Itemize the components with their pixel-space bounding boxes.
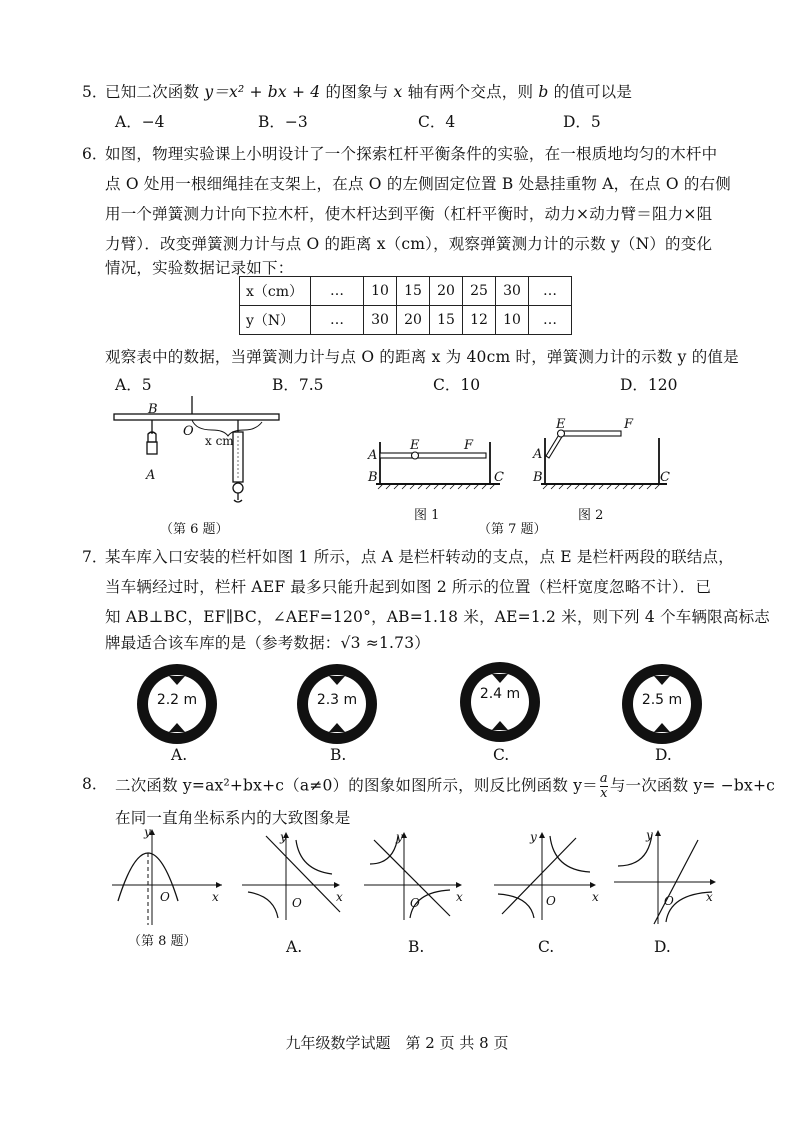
q8-origin: O: [160, 890, 170, 904]
q8-option-c: C.: [538, 938, 555, 956]
q7-fig2-label-e: E: [556, 417, 566, 432]
q7-fig1-caption: 图 1: [414, 508, 440, 523]
option-b-axis-x: x: [456, 890, 463, 904]
q6-label-o: O: [183, 424, 194, 439]
q8-axis-x: x: [212, 890, 219, 904]
q7-fig1-label-f: F: [464, 438, 474, 453]
q5-option-a: A．−4: [115, 113, 165, 131]
q5-option-b: B．−3: [258, 113, 308, 131]
q8-line-2: 在同一直角坐标系内的大致图象是: [115, 809, 351, 827]
q7-fig2-caption: 图 2: [578, 508, 604, 523]
option-a-axis-y: y: [280, 830, 287, 844]
q7-fig2-label-b: B: [533, 470, 543, 485]
option-b-axis-y: y: [396, 830, 403, 844]
height-limit-sign-b: [297, 664, 377, 744]
q7-option-d: D.: [655, 746, 672, 764]
q5-formula: y＝x² + bx + 4: [204, 83, 321, 101]
q5-stem-a: 已知二次函数: [105, 83, 200, 101]
q7-line-4: 牌最适合该车库的是（参考数据：√3 ≈1.73）: [105, 634, 430, 652]
table-cell: 15: [430, 306, 463, 335]
q7-fig2-label-f: F: [624, 417, 634, 432]
option-d-origin: O: [664, 894, 674, 908]
q8-line-1b: 与一次函数 y= −bx+c: [609, 776, 776, 795]
q6-question: 观察表中的数据，当弹簧测力计与点 O 的距离 x 为 40cm 时，弹簧测力计的示数 y 的值是: [105, 348, 739, 366]
q6-line-5: 情况，实验数据记录如下：: [105, 259, 294, 277]
option-a-origin: O: [292, 896, 302, 910]
q7-fig1-label-e: E: [410, 438, 420, 453]
table-cell: 25: [463, 277, 496, 306]
q7-line-3: 知 AB⊥BC，EF∥BC，∠AEF=120°，AB=1.18 米，AE=1.2 米，则下列 4 个车辆限高标志: [105, 608, 770, 626]
q8-line-1a: 二次函数 y=ax²+bx+c（a≠0）的图象如图所示，则反比例函数 y＝: [115, 776, 598, 795]
q8-axis-y: y: [144, 825, 151, 839]
q7-fig2-label-a: A: [533, 447, 543, 462]
option-d-axis-y: y: [646, 828, 653, 842]
q6-option-b: B．7.5: [272, 376, 324, 394]
q6-label-b: B: [148, 402, 158, 417]
q8-fraction: [600, 772, 608, 801]
q7-fig1-label-a: A: [368, 448, 378, 463]
q5-stem-b: 的图象与: [325, 83, 389, 101]
q7-option-b: B.: [330, 746, 347, 764]
q6-line-4: 力臂）．改变弹簧测力计与点 O 的距离 x（cm），观察弹簧测力计的示数 y（N）的变化: [105, 235, 713, 253]
q6-label-xcm: x cm: [205, 434, 234, 448]
q8-frac-num: a: [599, 771, 608, 786]
q7-caption: （第 7 题）: [478, 522, 547, 537]
page-footer: 九年级数学试题 第 2 页 共 8 页: [285, 1034, 509, 1052]
q6-option-d: D．120: [620, 376, 678, 394]
q5-stem-c: 轴有两个交点，则: [407, 83, 534, 101]
q7-fig1-label-c: C: [494, 470, 504, 485]
q6-number: 6．: [82, 145, 108, 163]
q7-fig1-label-b: B: [368, 470, 378, 485]
sign-value: 2.4 m: [479, 686, 521, 702]
table-cell: 20: [430, 277, 463, 306]
q7-number: 7．: [82, 548, 108, 566]
q5-number: 5．: [82, 83, 108, 101]
parabola-graph: [112, 825, 227, 930]
height-limit-sign-c: [460, 662, 540, 742]
q7-option-c: C.: [493, 746, 510, 764]
q5-option-d: D．5: [563, 113, 601, 131]
table-cell: …: [311, 306, 364, 335]
q5-option-c: C．4: [418, 113, 456, 131]
q6-caption: （第 6 题）: [160, 522, 229, 537]
table-cell: …: [529, 277, 572, 306]
table-cell: y（N）: [240, 306, 311, 335]
q6-label-a: A: [146, 468, 156, 483]
gate-figure-1: [376, 440, 506, 490]
q6-line-3: 用一个弹簧测力计向下拉木杆，使木杆达到平衡（杠杆平衡时，动力×动力臂＝阻力×阻: [105, 205, 713, 223]
option-a-axis-x: x: [336, 890, 343, 904]
q8-frac-den: x: [600, 786, 608, 801]
table-cell: 10: [364, 277, 397, 306]
q7-line-1: 某车库入口安装的栏杆如图 1 所示，点 A 是栏杆转动的支点，点 E 是栏杆两段的联结点，: [105, 548, 734, 566]
table-cell: …: [529, 306, 572, 335]
table-cell: x（cm）: [240, 277, 311, 306]
q8-option-a: A.: [286, 938, 303, 956]
sign-value: 2.5 m: [641, 692, 683, 708]
sign-value: 2.3 m: [316, 692, 358, 708]
q8-line-1: [115, 772, 775, 801]
q7-line-2: 当车辆经过时，栏杆 AEF 最多只能升起到如图 2 所示的位置（栏杆宽度忽略不计）．已: [105, 578, 712, 596]
table-cell: 12: [463, 306, 496, 335]
sign-value: 2.2 m: [156, 692, 198, 708]
option-b-origin: O: [410, 896, 420, 910]
table-row: [240, 277, 572, 306]
q8-number: 8．: [82, 775, 108, 793]
q6-data-table: [239, 276, 572, 335]
table-cell: 30: [364, 306, 397, 335]
table-cell: 30: [496, 277, 529, 306]
q5-x: x: [393, 83, 403, 101]
q6-line-1: 如图，物理实验课上小明设计了一个探索杠杆平衡条件的实验，在一根质地均匀的木杆中: [105, 145, 718, 163]
q5-stem-d: 的值可以是: [553, 83, 633, 101]
height-limit-sign-a: [137, 664, 217, 744]
q8-option-d: D.: [654, 938, 671, 956]
table-cell: 15: [397, 277, 430, 306]
option-c-axis-y: y: [530, 830, 537, 844]
table-cell: 20: [397, 306, 430, 335]
q8-caption: （第 8 题）: [128, 934, 197, 949]
table-row: [240, 306, 572, 335]
table-cell: 10: [496, 306, 529, 335]
q8-option-b: B.: [408, 938, 425, 956]
q6-option-a: A．5: [115, 376, 152, 394]
q7-option-a: A.: [171, 746, 188, 764]
option-c-origin: O: [546, 894, 556, 908]
option-d-graph: [614, 826, 719, 926]
table-cell: …: [311, 277, 364, 306]
q5-stem: [105, 80, 632, 102]
q5-b: b: [538, 83, 549, 101]
option-c-axis-x: x: [592, 890, 599, 904]
q6-line-2: 点 O 处用一根细绳挂在支架上，在点 O 的左侧固定位置 B 处悬挂重物 A，在点 O 的右侧: [105, 175, 731, 193]
height-limit-sign-d: [622, 664, 702, 744]
q6-option-c: C．10: [433, 376, 481, 394]
lever-figure: [112, 396, 282, 506]
q7-fig2-label-c: C: [660, 470, 670, 485]
option-d-axis-x: x: [706, 890, 713, 904]
